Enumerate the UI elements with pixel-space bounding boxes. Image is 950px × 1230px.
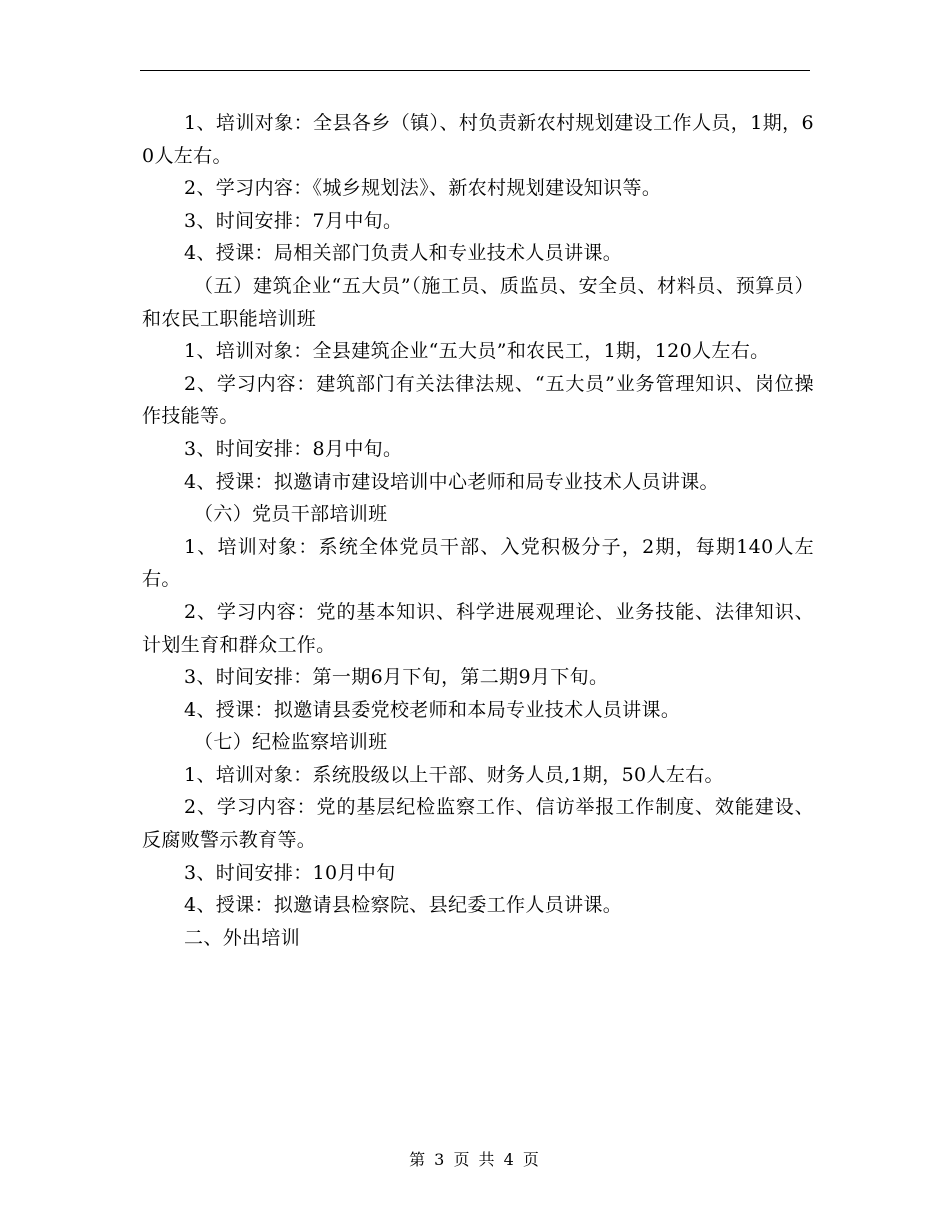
paragraph-6: 1、培训对象：全县建筑企业“五大员”和农民工，1期，120人左右。 (184, 340, 770, 363)
paragraph-9: 4、授课：拟邀请市建设培训中心老师和局专业技术人员讲课。 (184, 470, 719, 493)
paragraph-13: 3、时间安排：第一期6月下旬，第二期9月下旬。 (184, 666, 609, 689)
paragraph-18: 3、时间安排：10月中旬 (184, 861, 396, 884)
paragraph-11: 1、培训对象：系统全体党员干部、入党积极分子，2期，每期140人左右。 (142, 535, 814, 591)
paragraph-1: 1、培训对象：全县各乡（镇）、村负责新农村规划建设工作人员，1期，60人左右。 (142, 112, 814, 167)
section-heading-external-training: 二、外出培训 (184, 926, 301, 949)
paragraph-16: 1、培训对象：系统股级以上干部、财务人员,1期，50人左右。 (184, 763, 724, 786)
paragraph-8: 3、时间安排：8月中旬。 (184, 437, 403, 460)
section-heading-7: （七）纪检监察培训班 (194, 731, 388, 754)
paragraph-12: 2、学习内容：党的基本知识、科学进展观理论、业务技能、法律知识、计划生育和群众工作。 (142, 600, 814, 656)
section-heading-6: （六）党员干部培训班 (194, 503, 388, 526)
paragraph-7: 2、学习内容：建筑部门有关法律法规、“五大员”业务管理知识、岗位操作技能等。 (142, 372, 814, 428)
paragraph-3: 3、时间安排：7月中旬。 (184, 209, 403, 232)
paragraph-17: 2、学习内容：党的基层纪检监察工作、信访举报工作制度、效能建设、反腐败警示教育等。 (142, 796, 814, 852)
header-rule (140, 70, 810, 71)
paragraph-19: 4、授课：拟邀请县检察院、县纪委工作人员讲课。 (184, 894, 623, 917)
paragraph-2: 2、学习内容：《城乡规划法》、新农村规划建设知识等。 (184, 177, 662, 200)
paragraph-4: 4、授课：局相关部门负责人和专业技术人员讲课。 (184, 242, 623, 265)
page-number: 第 3 页 共 4 页 (409, 1150, 541, 1169)
paragraph-14: 4、授课：拟邀请县委党校老师和本局专业技术人员讲课。 (184, 698, 681, 721)
document-body (142, 107, 814, 954)
section-heading-5: （五）建筑企业“五大员”（施工员、质监员、安全员、材料员、预算员）和农民工职能培训班 (142, 274, 814, 330)
